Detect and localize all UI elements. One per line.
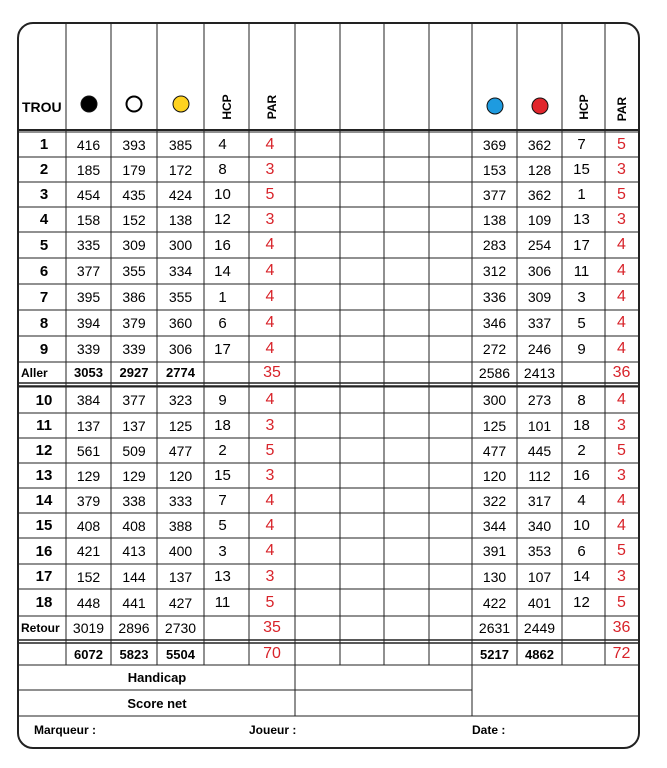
yellow-tee-total: 5504 [166,646,195,662]
total-label: Aller [21,365,48,380]
hole-par: 4 [265,262,275,279]
black-tee-distance: 185 [76,161,101,178]
hole-par: 4 [265,135,275,153]
hole-handicap: 17 [214,340,231,358]
black-tee-distance: 394 [76,315,101,331]
blue-tee-distance: 138 [482,211,507,228]
par-total: 35 [263,363,281,381]
red-tee-distance: 340 [527,517,552,534]
hole-number: 11 [36,417,52,434]
hole-number: 13 [35,467,53,484]
hole-number: 1 [39,136,49,153]
white-tee-distance: 179 [122,161,146,178]
blue-tee-total: 5217 [480,646,509,662]
yellow-tee-distance: 138 [168,211,193,228]
hole-par-back: 3 [617,416,626,434]
hole-handicap: 18 [214,417,231,434]
white-tee-distance: 355 [122,263,146,279]
red-tee-distance: 337 [527,315,552,331]
hole-handicap-back: 12 [573,594,590,611]
white-tee-icon [126,96,143,113]
hole-number: 8 [39,314,49,332]
blue-tee-distance: 344 [482,517,507,534]
hole-par-back: 5 [617,185,626,203]
hole-par-back: 4 [617,340,626,357]
hole-par-back: 5 [617,441,626,459]
hole-handicap-back: 7 [577,136,586,153]
hole-par: 4 [265,236,275,253]
black-tee-total: 6072 [74,646,103,662]
white-tee-distance: 379 [122,315,146,331]
hole-handicap-back: 15 [573,161,590,178]
hole-handicap-back: 5 [577,314,586,332]
black-tee-distance: 377 [76,263,101,279]
yellow-tee-distance: 388 [168,517,193,534]
black-tee-distance: 416 [76,136,101,153]
hole-handicap: 12 [214,211,231,228]
hole-par: 5 [265,593,275,611]
blue-tee-distance: 130 [482,568,507,585]
white-tee-distance: 338 [122,492,146,509]
yellow-tee-distance: 125 [168,417,193,434]
par-total-back: 72 [612,645,631,662]
hole-par-back: 4 [617,491,626,509]
yellow-tee-distance: 306 [168,341,193,357]
hole-par-back: 4 [617,288,626,305]
par-header: PAR [265,94,279,120]
yellow-tee-distance: 427 [168,594,193,611]
hole-number: 9 [39,340,49,358]
blue-tee-icon [486,98,503,115]
hole-handicap-back: 1 [577,186,586,203]
hole-par-back: 5 [617,542,626,559]
yellow-tee-total: 2730 [164,620,197,636]
blue-tee-distance: 125 [482,417,507,434]
hole-par: 4 [265,314,275,331]
yellow-tee-distance: 120 [168,467,193,484]
hole-par: 4 [265,542,275,559]
hole-handicap: 6 [218,314,227,332]
hole-handicap-back: 11 [573,262,590,280]
red-tee-total: 2449 [523,620,556,636]
black-tee-distance: 395 [76,289,101,305]
hole-handicap-back: 3 [577,288,586,306]
black-tee-total: 3053 [74,365,103,380]
red-tee-distance: 109 [527,211,552,228]
yellow-tee-distance: 477 [168,442,193,459]
black-tee-total: 3019 [72,620,105,636]
hcp-header: HCP [219,94,234,120]
hole-handicap: 4 [218,136,227,153]
hole-handicap-back: 18 [573,417,590,434]
hole-par: 4 [265,391,275,408]
hole-par-back: 4 [617,314,626,331]
hole-number: 6 [39,262,49,280]
black-tee-distance: 137 [76,417,101,434]
hole-handicap: 11 [214,594,231,611]
black-tee-distance: 152 [76,568,101,585]
par-total-back: 36 [612,619,631,636]
blue-tee-distance: 300 [482,392,507,408]
red-tee-distance: 112 [528,467,551,484]
black-tee-distance: 339 [76,341,101,357]
black-tee-distance: 448 [76,594,101,611]
hole-number: 5 [39,236,49,254]
yellow-tee-icon [172,96,189,113]
yellow-tee-total: 2774 [166,365,195,380]
black-tee-distance: 421 [76,543,101,559]
marker-label: Marqueur : [34,723,97,737]
blue-tee-distance: 312 [482,263,507,279]
red-tee-distance: 362 [527,186,552,203]
red-tee-distance: 128 [527,161,552,178]
black-tee-icon [80,96,97,113]
red-tee-distance: 445 [527,442,552,459]
hole-handicap: 16 [214,236,231,254]
hole-handicap-back: 8 [577,391,586,409]
date-label: Date : [472,723,506,737]
hole-handicap-back: 6 [577,542,586,560]
red-tee-distance: 101 [527,417,552,434]
hole-handicap: 7 [218,492,227,509]
hole-par: 4 [265,516,275,534]
hole-par: 4 [265,491,275,509]
red-tee-distance: 273 [527,392,552,408]
white-tee-distance: 339 [122,341,146,357]
hcp-header-back: HCP [576,94,591,120]
black-tee-distance: 129 [76,467,101,484]
white-tee-distance: 435 [122,186,146,203]
blue-tee-distance: 422 [482,594,507,611]
black-tee-distance: 408 [76,517,101,534]
yellow-tee-distance: 333 [168,492,193,509]
white-tee-total: 5823 [119,646,149,662]
blue-tee-distance: 120 [482,467,507,484]
white-tee-distance: 144 [122,568,146,585]
hole-number: 18 [35,594,53,611]
white-tee-distance: 309 [122,237,146,253]
black-tee-distance: 379 [76,492,101,509]
hole-handicap: 8 [218,161,227,178]
black-tee-distance: 158 [76,211,101,228]
blue-tee-distance: 377 [482,186,507,203]
hole-handicap: 1 [218,288,227,306]
hole-number: 14 [35,492,53,509]
hole-par-back: 4 [617,516,626,534]
hole-number: 3 [39,186,49,203]
hole-number: 12 [35,442,53,459]
red-tee-distance: 246 [527,341,552,357]
red-tee-distance: 309 [527,289,552,305]
hole-par-back: 5 [617,135,626,153]
blue-tee-total: 2631 [478,620,511,636]
white-tee-total: 2927 [119,365,149,380]
hole-par-back: 5 [617,593,626,611]
red-tee-total: 4862 [525,646,554,662]
hole-par-back: 3 [617,567,626,585]
yellow-tee-distance: 385 [168,136,193,153]
hole-handicap-back: 10 [573,517,590,534]
hole-number: 16 [35,542,53,560]
hole-par: 3 [265,466,275,484]
blue-tee-distance: 391 [482,543,507,559]
white-tee-total: 2896 [118,620,150,636]
yellow-tee-distance: 323 [168,392,193,408]
hole-number: 2 [39,161,49,178]
par-total: 35 [263,619,281,636]
white-tee-distance: 129 [122,467,146,484]
hole-par-back: 4 [617,262,626,279]
total-label: Retour [21,621,60,635]
hole-handicap: 2 [218,442,227,459]
white-tee-distance: 152 [122,211,146,228]
hole-par-back: 4 [617,391,626,408]
hole-par: 4 [265,340,275,357]
hole-header: TROU [22,99,62,115]
hole-handicap-back: 17 [573,236,590,254]
red-tee-total: 2413 [523,364,556,381]
hole-number: 4 [39,211,49,228]
blue-tee-distance: 369 [482,136,507,153]
score-net-label: Score net [127,695,187,711]
hole-handicap: 14 [214,262,231,280]
yellow-tee-distance: 355 [168,289,193,305]
red-tee-distance: 306 [527,263,552,279]
hole-par-back: 4 [617,236,626,253]
hole-handicap: 3 [218,542,227,560]
blue-tee-distance: 283 [482,237,507,253]
blue-tee-distance: 322 [482,492,507,509]
black-tee-distance: 384 [76,392,101,408]
blue-tee-total: 2586 [478,364,511,381]
hole-handicap-back: 4 [577,492,586,509]
par-total: 70 [263,645,281,662]
blue-tee-distance: 477 [482,442,507,459]
blue-tee-distance: 346 [482,315,507,331]
red-tee-icon [531,98,548,115]
hole-par-back: 3 [617,160,626,178]
red-tee-distance: 353 [527,543,552,559]
hole-par-back: 3 [617,210,626,228]
player-label: Joueur : [249,723,297,737]
hole-number: 10 [35,391,53,409]
white-tee-distance: 408 [122,517,146,534]
black-tee-distance: 454 [76,186,101,203]
hole-handicap-back: 13 [573,211,590,228]
red-tee-distance: 401 [527,594,552,611]
hole-par: 3 [265,160,275,178]
black-tee-distance: 561 [76,442,101,459]
blue-tee-distance: 336 [482,289,507,305]
red-tee-distance: 317 [527,492,552,509]
white-tee-distance: 413 [122,543,146,559]
yellow-tee-distance: 360 [168,315,193,331]
red-tee-distance: 254 [527,237,552,253]
hole-par: 5 [265,441,275,459]
black-tee-distance: 335 [76,237,101,253]
yellow-tee-distance: 400 [168,543,193,559]
white-tee-distance: 386 [122,289,146,305]
red-tee-distance: 107 [527,568,552,585]
white-tee-distance: 441 [122,594,146,611]
hole-par: 3 [265,210,275,228]
hole-handicap: 9 [218,391,227,409]
white-tee-distance: 509 [122,442,146,459]
hole-handicap-back: 16 [573,467,590,484]
white-tee-distance: 137 [122,417,146,434]
hole-handicap: 10 [214,186,231,203]
hole-handicap: 5 [218,517,227,534]
blue-tee-distance: 272 [482,341,507,357]
yellow-tee-distance: 424 [168,186,193,203]
hole-handicap-back: 14 [573,568,590,585]
hole-par: 4 [265,288,275,305]
hole-number: 17 [35,568,53,585]
white-tee-distance: 377 [122,392,146,408]
handicap-label: Handicap [127,670,187,685]
blue-tee-distance: 153 [482,161,507,178]
hole-par: 5 [265,185,275,203]
yellow-tee-distance: 334 [168,263,193,279]
hole-par-back: 3 [617,466,626,484]
par-header-back: PAR [614,96,629,122]
hole-handicap: 15 [214,467,231,484]
hole-par: 3 [265,416,275,434]
par-total-back: 36 [612,363,631,381]
yellow-tee-distance: 137 [168,568,193,585]
yellow-tee-distance: 300 [168,237,193,253]
hole-handicap: 13 [214,568,231,585]
hole-number: 15 [35,517,53,534]
red-tee-distance: 362 [527,136,552,153]
hole-handicap-back: 9 [577,340,586,358]
hole-handicap-back: 2 [577,442,586,459]
white-tee-distance: 393 [122,136,146,153]
hole-number: 7 [39,288,49,306]
yellow-tee-distance: 172 [168,161,193,178]
hole-par: 3 [265,567,275,585]
